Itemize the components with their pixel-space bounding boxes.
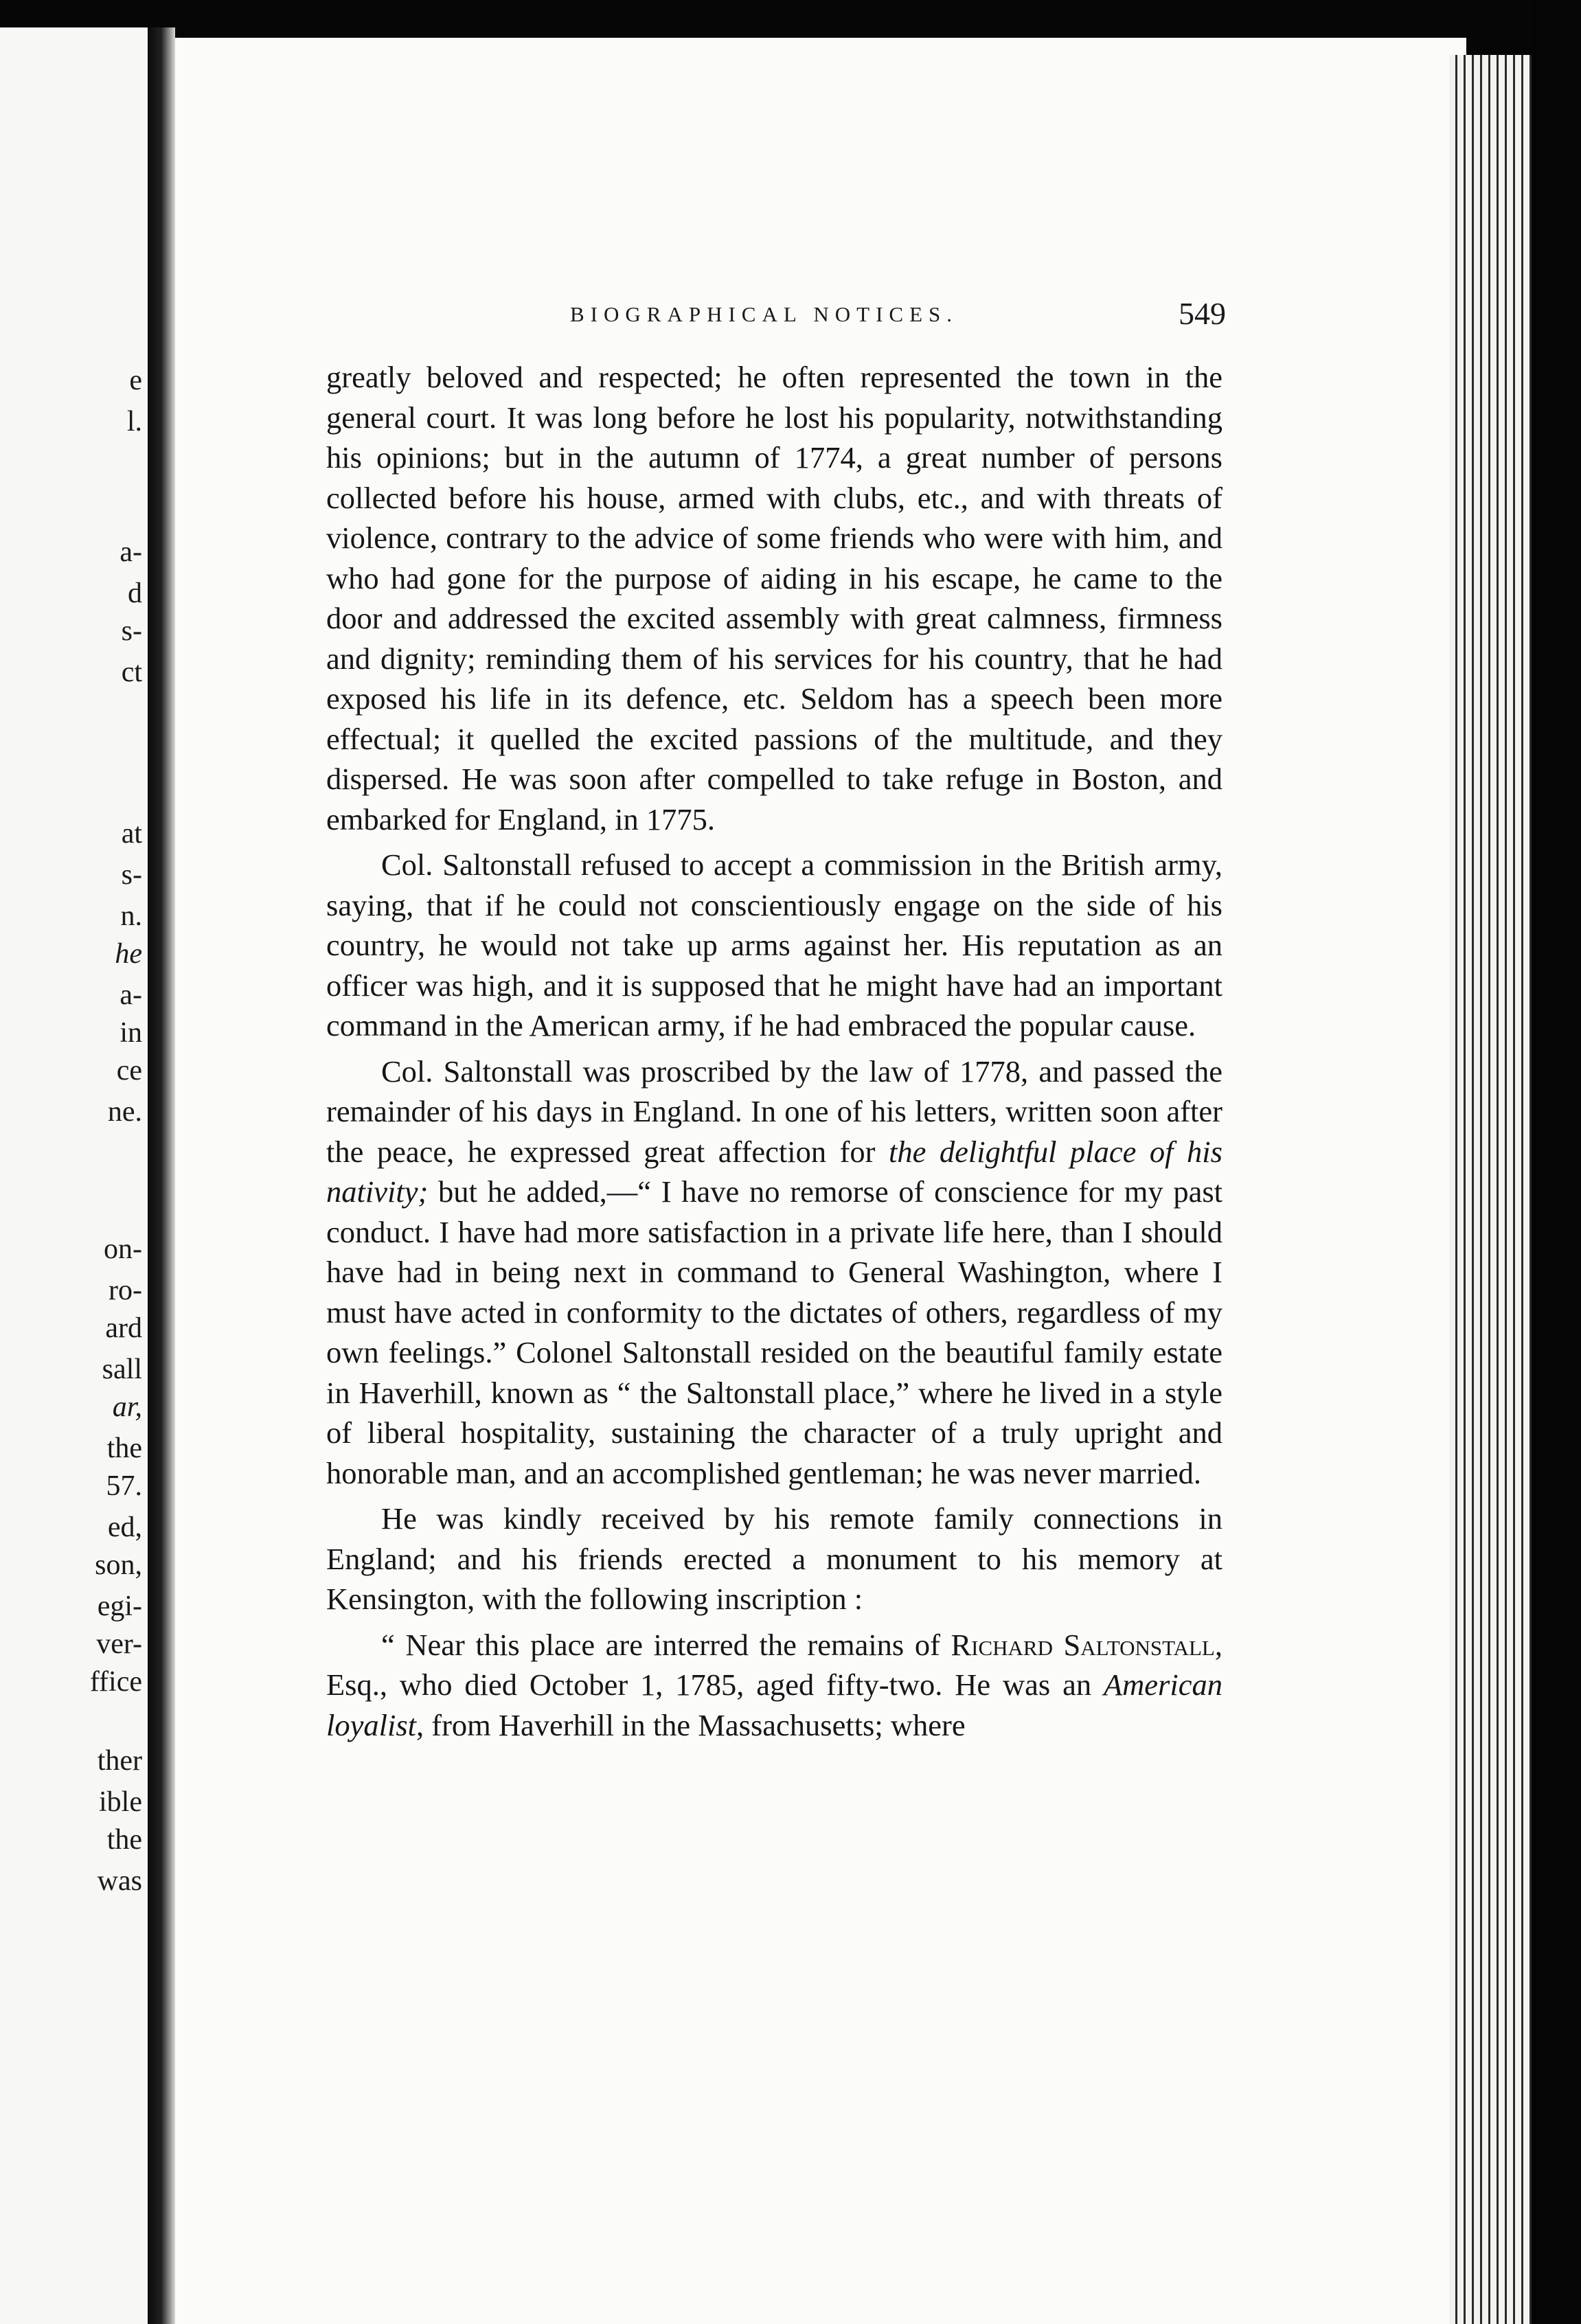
left-fragment: ver- [96, 1628, 142, 1660]
paragraph: Col. Saltonstall refused to accept a commission in the British army, saying, that if he could not conscientiously engage on the side of his country, he would not take up arms against her. His reputation as an officer was high, and it is supposed that he might have had an important command in the American army, if he had embraced the popular cause. [326, 847, 1222, 1043]
left-fragment: son, [95, 1549, 142, 1581]
body-text [326, 357, 1222, 1745]
left-fragment: sall [102, 1354, 142, 1385]
running-head: BIOGRAPHICAL NOTICES. [570, 302, 959, 326]
facing-page-left [0, 27, 148, 2324]
left-fragment: e [129, 365, 142, 396]
left-fragment: ard [105, 1312, 142, 1344]
left-fragment: at [121, 818, 142, 850]
left-fragment: s- [121, 615, 142, 647]
left-fragment: l. [126, 406, 142, 437]
left-fragment: 57. [106, 1470, 142, 1502]
italic-phrase: the delightful place of his nativity; [326, 1134, 1222, 1209]
left-fragment: ar, [112, 1391, 142, 1423]
left-fragment: ffice [89, 1666, 142, 1698]
paragraph [326, 1051, 1222, 1494]
paragraph-text: Col. Saltonstall was proscribed by the law of 1778, and passed the remainder of his days in England. In one of his letters, written soon after the peace, he expressed great affection for [326, 1053, 1222, 1169]
italic-phrase: American loyalist [326, 1667, 1222, 1742]
scan-background-right [1532, 0, 1581, 2324]
left-fragment: ce [116, 1055, 142, 1086]
paragraph-text: , from Haverhill in the Massachusetts; where [416, 1707, 966, 1742]
book-gutter [148, 27, 175, 2324]
left-fragment: s- [121, 859, 142, 891]
left-fragment: he [115, 938, 142, 970]
left-fragment: a- [120, 979, 142, 1011]
small-caps-name: Richard Saltonstall [951, 1627, 1215, 1662]
paragraph-text: but he added,—“ I have no remorse of conscience for my past conduct. I have had more satisfaction in a private life here, than I should have had in being next in command to General Washington, where I must have acted in conformity to the dictates of others, regardless of my own feelings.” Colonel Saltonstall resided on the beautiful family estate in Haverhill, known as “ the Saltonstall place,” where he lived in a style of liberal hospitality, sustaining the character of a truly upright and honorable man, and an accomplished gentleman; he was never married. [326, 1174, 1222, 1490]
page-edges [1449, 55, 1532, 2324]
paragraph-text: , Esq., who died October 1, 1785, aged fifty-two. He was an [326, 1627, 1222, 1702]
left-fragment: was [97, 1865, 142, 1897]
inscription-paragraph [326, 1625, 1222, 1746]
left-fragment: the [106, 1433, 142, 1464]
left-fragment: in [120, 1017, 142, 1049]
left-fragment: ed, [107, 1512, 142, 1543]
paragraph-text: “ Near this place are interred the remains of [381, 1627, 951, 1662]
left-fragment: n. [120, 900, 142, 932]
paragraph: He was kindly received by his remote family connections in England; and his friends erected a monument to his memory at Kensington, with the following inscription : [326, 1501, 1222, 1616]
left-fragment: ible [99, 1786, 142, 1818]
paragraph: greatly beloved and respected; he often represented the town in the general court. It was long before he lost his popularity, notwithstanding his opinions; but in the autumn of 1774, a great number of persons collected before his house, armed with clubs, etc., and with threats of violence, contrary to the advice of some friends who were with him, and who had gone for the purpose of aiding in his escape, he came to the door and addressed the excited assembly with great calmness, firmness and dignity; reminding them of his services for his country, that he had exposed his life in its defence, etc. Seldom has a speech been more effectual; it quelled the excited passions of the multitude, and they dispersed. He was soon after compelled to take refuge in Boston, and embarked for England, in 1775. [326, 360, 1222, 836]
left-fragment: a- [120, 536, 142, 568]
left-fragment: on- [104, 1233, 142, 1265]
page-header [570, 295, 1226, 337]
left-fragment: ct [121, 657, 142, 688]
left-fragment: ne. [107, 1096, 142, 1128]
page-number: 549 [1179, 296, 1226, 331]
left-fragment: d [128, 578, 142, 609]
left-fragment: ther [97, 1745, 142, 1777]
left-fragment: the [106, 1824, 142, 1856]
left-fragment: egi- [97, 1591, 142, 1622]
left-fragment: ro- [109, 1275, 142, 1306]
